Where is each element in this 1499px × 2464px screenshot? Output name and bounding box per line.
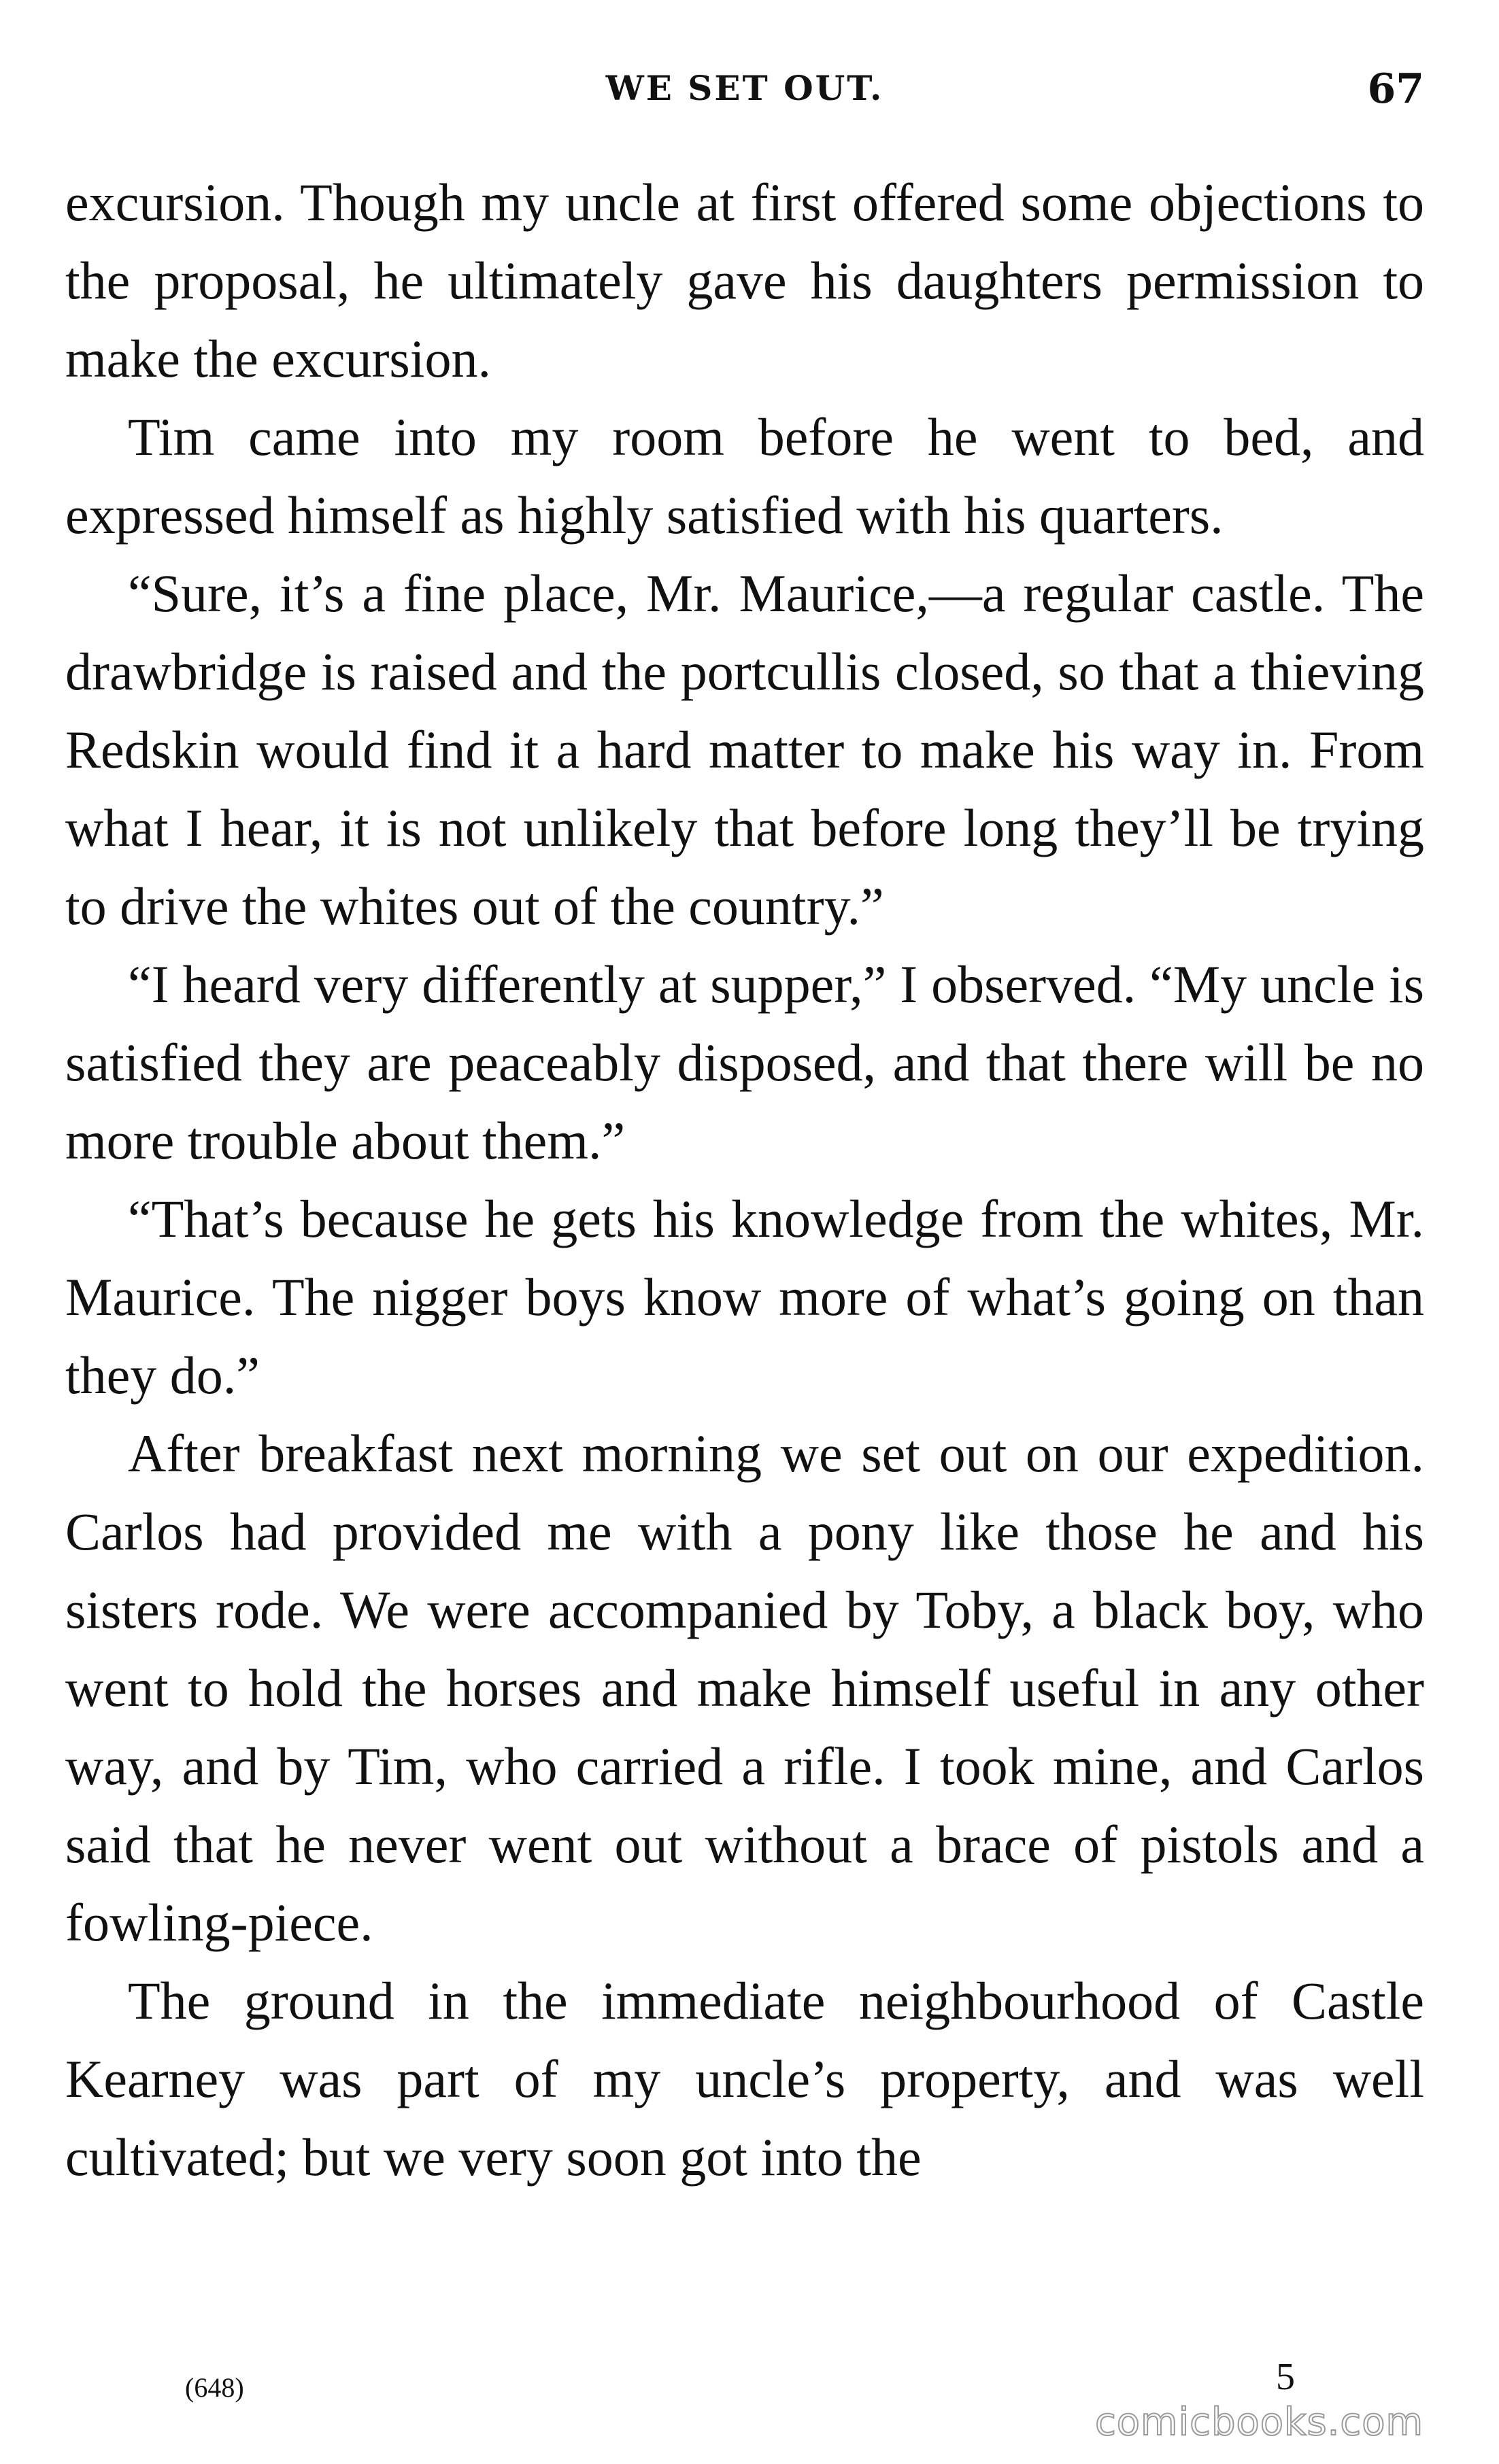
paragraph: excursion. Though my uncle at first offered some objections to the proposal, he ultimately gave his daughters permission to make the excursion. <box>65 173 1424 388</box>
watermark: comicbooks.com <box>1095 2400 1424 2444</box>
body-text <box>65 163 1424 2196</box>
paragraph: After breakfast next morning we set out on our expedition. Carlos had provided me with a pony like those he and his sisters rode. We were accompanied by Toby, a black boy, who went to hold the horses and make himself useful in any other way, and by Tim, who carried a rifle. I took mine, and Carlos said that he never went out without a brace of pistols and a fowling-piece. <box>65 1424 1424 1952</box>
folio-number: 5 <box>1276 2356 1295 2398</box>
signature-mark: (648) <box>185 2372 244 2403</box>
paragraph: Tim came into my room before he went to bed, and expressed himself as highly satisfied with his quarters. <box>65 407 1424 545</box>
running-head: WE SET OUT. <box>605 68 884 108</box>
paragraph: “That’s because he gets his knowledge from the whites, Mr. Maurice. The nigger boys know more of what’s going on than they do.” <box>65 1189 1424 1405</box>
paragraph: “I heard very differently at supper,” I observed. “My uncle is satisfied they are peaceably disposed, and that there will be no more trouble about them.” <box>65 955 1424 1170</box>
page-number: 67 <box>1367 65 1424 113</box>
page-header <box>65 65 1424 122</box>
paragraph: “Sure, it’s a fine place, Mr. Maurice,—a regular castle. The drawbridge is raised and the portcullis closed, so that a thieving Redskin would find it a hard matter to make his way in. From what I hear, it is not unlikely that before long they’ll be trying to drive the whites out of the country.” <box>65 564 1424 936</box>
paragraph: The ground in the immediate neighbourhood of Castle Kearney was part of my uncle’s property, and was well cultivated; but we very soon got into the <box>65 1971 1424 2187</box>
